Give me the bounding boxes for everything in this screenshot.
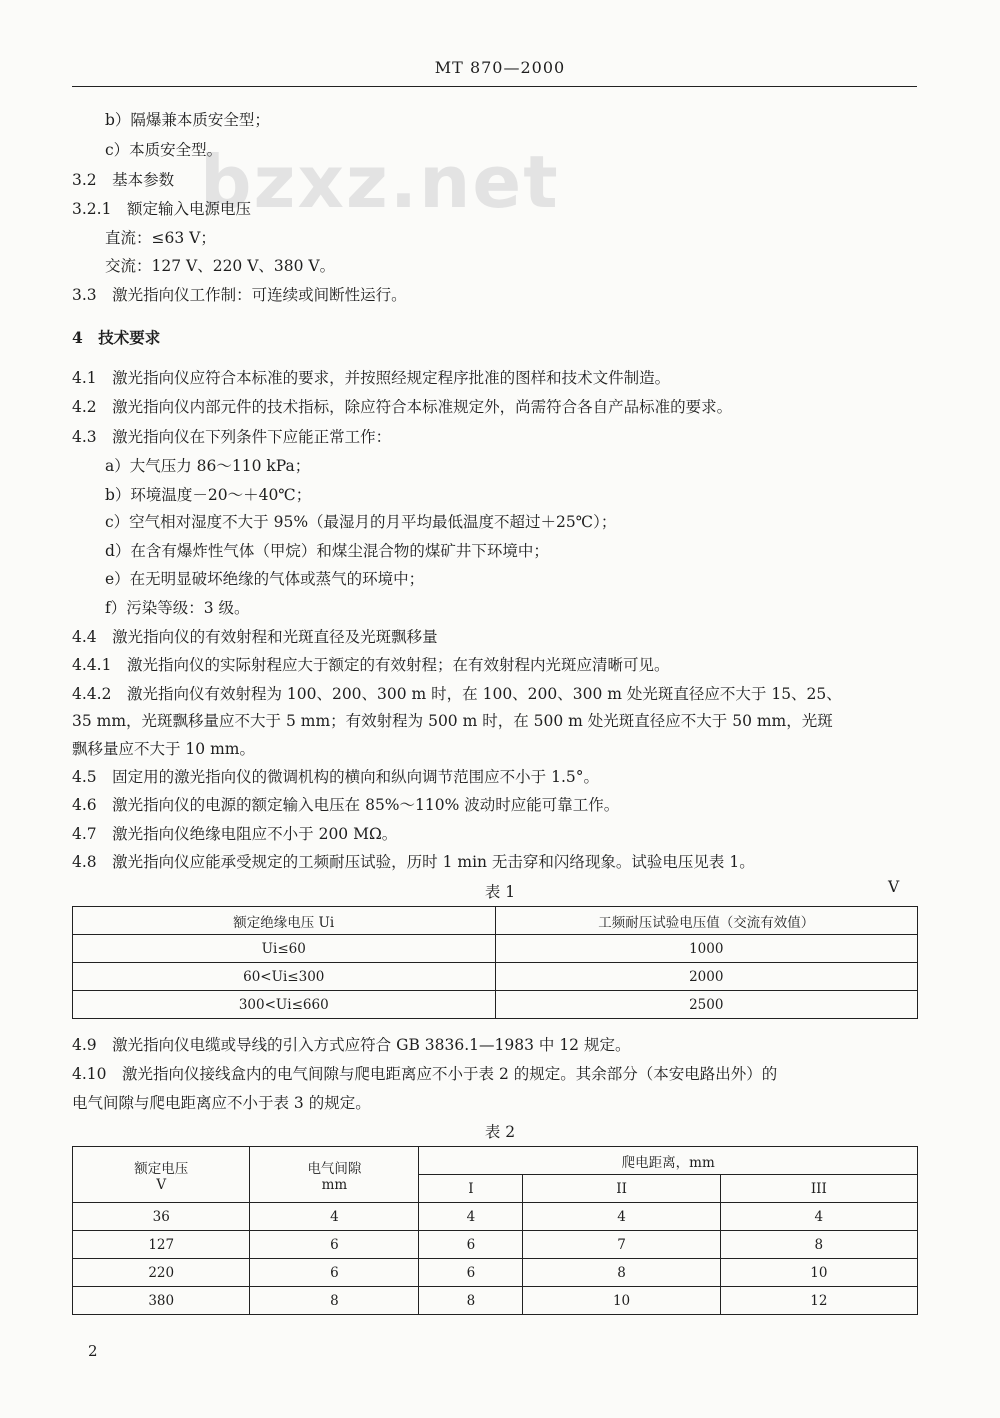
table-row (73, 1231, 918, 1259)
table-cell: 7 (523, 1231, 720, 1259)
table-cell: 6 (250, 1259, 419, 1287)
table-cell: 4 (250, 1203, 419, 1231)
table2-header-gap (250, 1147, 419, 1203)
text-line: 4.10 激光指向仪接线盒内的电气间隙与爬电距离应不小于表 2 的规定。其余部分（本安电路出外）的 (72, 1065, 778, 1083)
text-line: 4.5 固定用的激光指向仪的微调机构的横向和纵向调节范围应不小于 1.5°。 (72, 768, 599, 786)
table2-header-voltage-unit: V (156, 1176, 167, 1193)
section-heading: 4 技术要求 (72, 328, 161, 347)
table1-header-voltage: 额定绝缘电压 Ui (73, 907, 496, 935)
table-cell: 220 (73, 1259, 250, 1287)
table-cell: 36 (73, 1203, 250, 1231)
table2-header-voltage (73, 1147, 250, 1203)
text-line: 4.4.1 激光指向仪的实际射程应大于额定的有效射程；在有效射程内光斑应清晰可见。 (72, 656, 670, 674)
table-cell: Ui≤60 (73, 935, 496, 963)
text-line: 3.2 基本参数 (72, 171, 175, 189)
table-cell: 2500 (495, 991, 918, 1019)
text-line: 4.9 激光指向仪电缆或导线的引入方式应符合 GB 3836.1—1983 中 12 规定。 (72, 1036, 631, 1054)
table-row (73, 991, 918, 1019)
table-cell: 4 (720, 1203, 917, 1231)
table2-header-gap-unit: mm (321, 1176, 348, 1193)
text-line: f）污染等级：3 级。 (105, 599, 250, 617)
table-cell: 127 (73, 1231, 250, 1259)
table-2 (72, 1146, 918, 1315)
table-cell: 6 (419, 1259, 523, 1287)
table-cell: 10 (523, 1287, 720, 1315)
table-cell: 4 (523, 1203, 720, 1231)
text-line: e）在无明显破坏绝缘的气体或蒸气的环境中； (105, 570, 425, 588)
table-1 (72, 906, 918, 1019)
text-line: 4.8 激光指向仪应能承受规定的工频耐压试验，历时 1 min 无击穿和闪络现象。试验电压见表 1。 (72, 853, 755, 871)
table2-subheader: III (720, 1175, 917, 1203)
text-line: 直流：≤63 V； (105, 229, 216, 247)
text-line: 3.2.1 额定输入电源电压 (72, 200, 251, 218)
table2-subheader: I (419, 1175, 523, 1203)
text-line: 4.1 激光指向仪应符合本标准的要求，并按照经规定程序批准的图样和技术文件制造。 (72, 369, 671, 387)
text-line: 飘移量应不大于 10 mm。 (72, 740, 255, 758)
header-rule (72, 86, 917, 87)
table2-header-creepage: 爬电距离，mm (419, 1147, 918, 1175)
table-cell: 6 (250, 1231, 419, 1259)
table-row (73, 1259, 918, 1287)
text-line: a）大气压力 86～110 kPa； (105, 457, 311, 475)
page-number: 2 (88, 1342, 98, 1360)
text-line: 4.7 激光指向仪绝缘电阻应不小于 200 MΩ。 (72, 825, 398, 843)
text-line: c）本质安全型。 (105, 141, 223, 159)
table-cell: 2000 (495, 963, 918, 991)
text-line: 交流：127 V、220 V、380 V。 (105, 257, 336, 275)
text-line: 4.6 激光指向仪的电源的额定输入电压在 85%～110% 波动时应能可靠工作。 (72, 796, 620, 814)
text-line: 4.3 激光指向仪在下列条件下应能正常工作： (72, 428, 392, 446)
table-cell: 380 (73, 1287, 250, 1315)
table2-header-voltage-label: 额定电压 (134, 1160, 189, 1177)
text-line: 35 mm，光斑飘移量应不大于 5 mm；有效射程为 500 m 时，在 500 m 处光斑直径应不大于 50 mm，光斑 (72, 712, 833, 730)
text-line: 4.4 激光指向仪的有效射程和光斑直径及光斑飘移量 (72, 628, 438, 646)
text-line: 电气间隙与爬电距离应不小于表 3 的规定。 (72, 1094, 371, 1112)
watermark: bzxz.net (200, 140, 560, 224)
table-cell: 1000 (495, 935, 918, 963)
table-row (73, 935, 918, 963)
table-cell: 4 (419, 1203, 523, 1231)
table-cell: 12 (720, 1287, 917, 1315)
table-cell: 10 (720, 1259, 917, 1287)
table-row (73, 1287, 918, 1315)
table2-caption: 表 2 (484, 1123, 516, 1141)
table2-subheader: II (523, 1175, 720, 1203)
text-line: 4.2 激光指向仪内部元件的技术指标，除应符合本标准规定外，尚需符合各自产品标准的要求。 (72, 398, 733, 416)
table1-header-test-voltage: 工频耐压试验电压值（交流有效值） (495, 907, 918, 935)
table-cell: 300<Ui≤660 (73, 991, 496, 1019)
text-line: 4.4.2 激光指向仪有效射程为 100、200、300 m 时，在 100、200、300 m 处光斑直径应不大于 15、25、 (72, 685, 842, 703)
table-cell: 8 (523, 1259, 720, 1287)
table-cell: 8 (419, 1287, 523, 1315)
text-line: b）隔爆兼本质安全型； (105, 111, 270, 129)
table1-unit: V (888, 878, 900, 896)
page-header-code: MT 870—2000 (434, 58, 566, 77)
table-cell: 8 (720, 1231, 917, 1259)
table1-caption: 表 1 (484, 883, 516, 901)
text-line: 3.3 激光指向仪工作制：可连续或间断性运行。 (72, 286, 407, 304)
table-row (73, 1203, 918, 1231)
text-line: b）环境温度－20～＋40℃； (105, 486, 312, 504)
table-cell: 6 (419, 1231, 523, 1259)
table-cell: 8 (250, 1287, 419, 1315)
table2-header-gap-label: 电气间隙 (307, 1160, 362, 1177)
text-line: c）空气相对湿度不大于 95%（最湿月的月平均最低温度不超过＋25℃）； (105, 513, 617, 531)
text-line: d）在含有爆炸性气体（甲烷）和煤尘混合物的煤矿井下环境中； (105, 542, 549, 560)
table-cell: 60<Ui≤300 (73, 963, 496, 991)
table-row (73, 963, 918, 991)
